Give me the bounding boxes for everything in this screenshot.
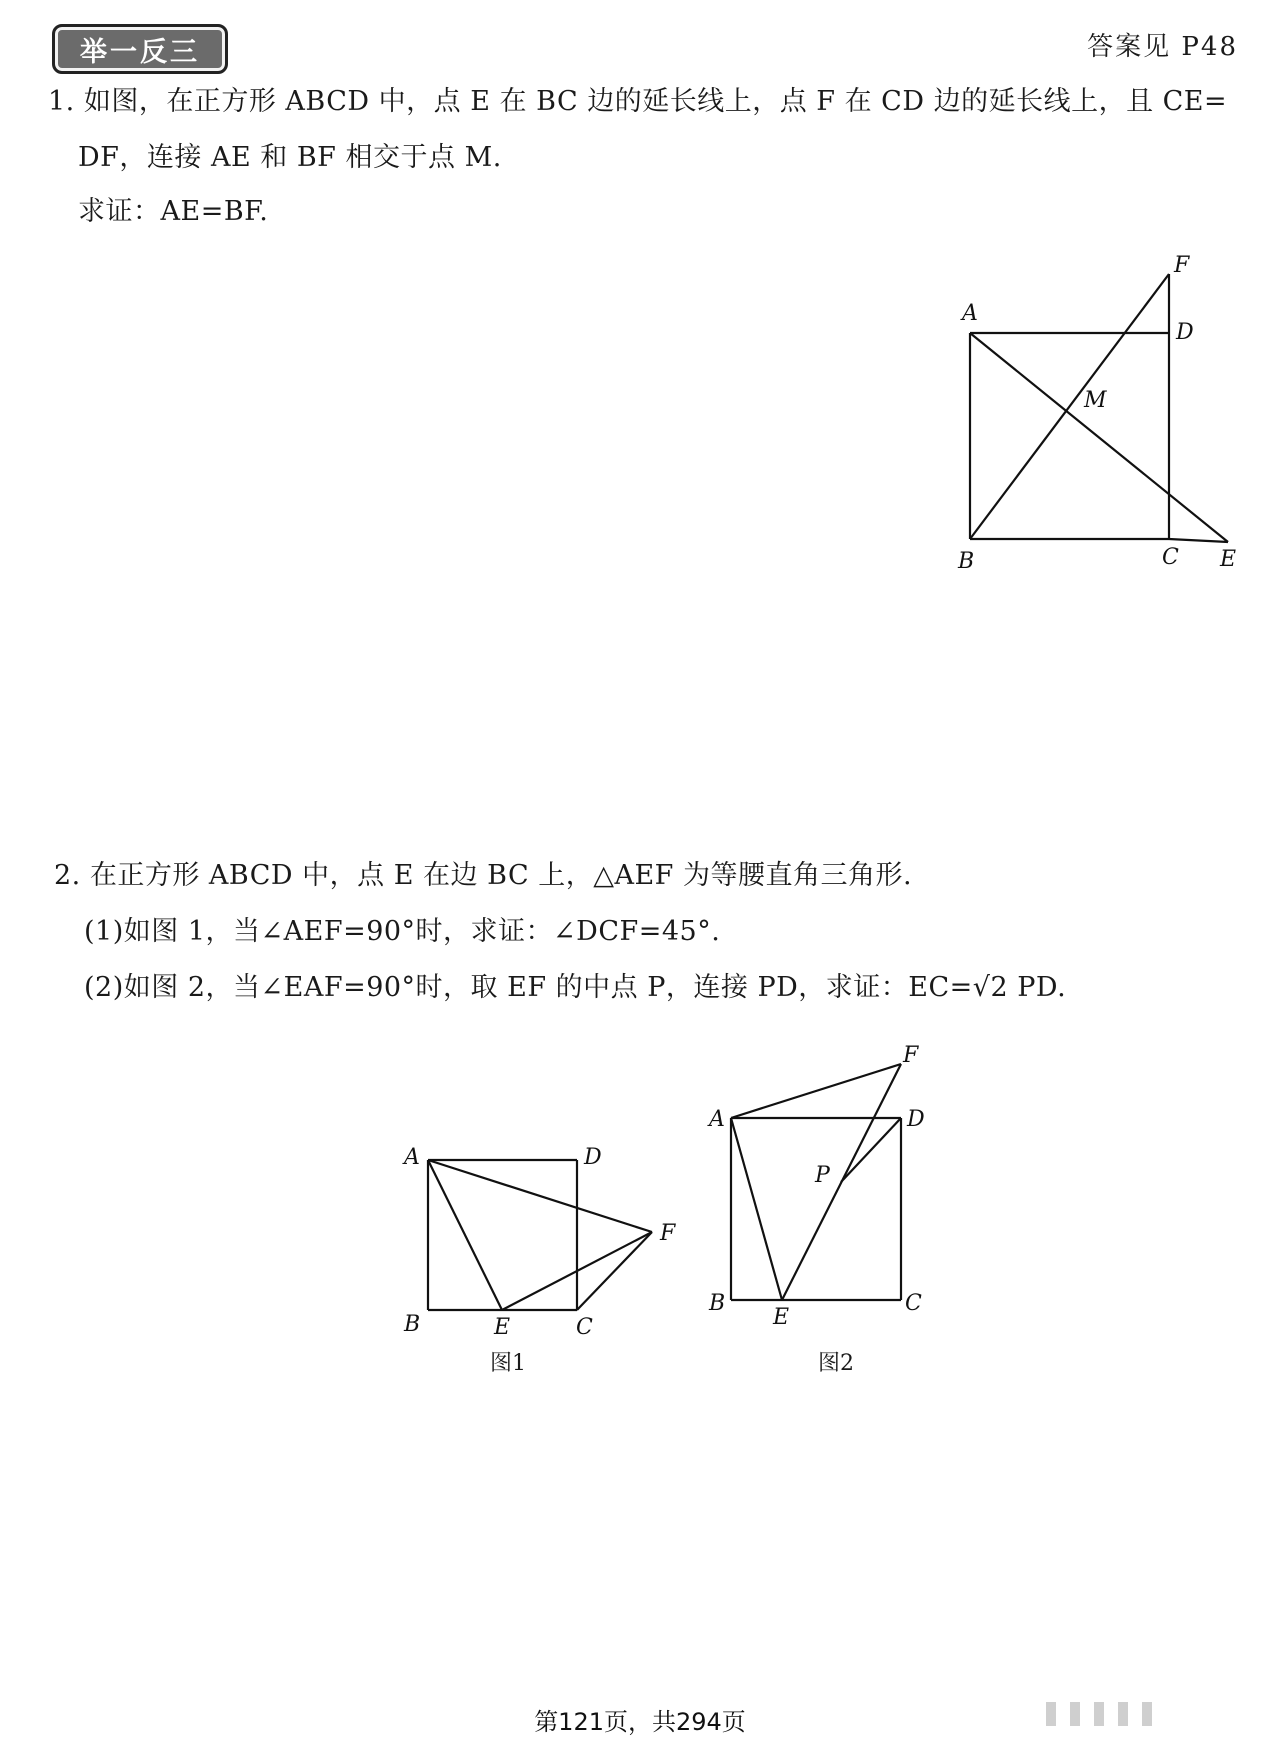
fig2-line-ae — [731, 1118, 782, 1300]
q1-label-c: C — [1162, 545, 1179, 570]
fig1-line-ae — [428, 1160, 502, 1310]
fig2-line-pd — [841, 1118, 901, 1182]
q2-figure-1 — [390, 1130, 700, 1380]
q2-part-1: (1)如图 1，当∠AEF=90°时，求证：∠DCF=45°. — [84, 916, 721, 947]
fig1-label-c: C — [576, 1315, 593, 1340]
fig1-caption: 图1 — [490, 1351, 526, 1376]
scan-marks — [1046, 1702, 1152, 1726]
fig2-label-b: B — [709, 1291, 726, 1316]
page-number: 第121页，共294页 — [534, 1708, 746, 1736]
q1-line-ae — [970, 333, 1228, 542]
q1-edge-ce — [1169, 539, 1228, 542]
fig2-label-f: F — [903, 1043, 919, 1068]
fig1-label-f: F — [660, 1221, 676, 1246]
q1-label-a: A — [962, 301, 978, 326]
q2-figure-2 — [705, 1040, 955, 1335]
q1-line-1: 1. 如图，在正方形 ABCD 中，点 E 在 BC 边的延长线上，点 F 在 CD 边的延长线上，且 CE= — [48, 86, 1228, 117]
fig2-label-c: C — [905, 1291, 922, 1316]
scan-mark — [1094, 1702, 1104, 1726]
scan-mark — [1142, 1702, 1152, 1726]
fig1-label-e: E — [494, 1315, 511, 1340]
scan-mark — [1046, 1702, 1056, 1726]
q1-line-3: 求证：AE=BF. — [78, 196, 269, 227]
answer-reference: 答案见 P48 — [1087, 32, 1238, 62]
fig2-label-e: E — [773, 1305, 790, 1330]
fig1-line-af — [428, 1160, 652, 1232]
q1-label-e: E — [1220, 547, 1237, 572]
q1-label-d: D — [1176, 320, 1194, 345]
fig1-line-cf — [577, 1232, 652, 1310]
q1-line-bf — [970, 274, 1169, 539]
section-badge: 举一反三 — [52, 24, 228, 74]
q1-label-b: B — [958, 549, 975, 574]
fig2-label-d: D — [907, 1107, 925, 1132]
q1-label-f: F — [1174, 253, 1190, 278]
fig1-label-a: A — [404, 1145, 420, 1170]
fig2-label-a: A — [709, 1107, 725, 1132]
q2-line-1: 2. 在正方形 ABCD 中，点 E 在边 BC 上，△AEF 为等腰直角三角形. — [54, 860, 913, 891]
fig2-label-p: P — [815, 1163, 830, 1188]
fig1-label-b: B — [404, 1312, 421, 1337]
fig2-caption: 图2 — [818, 1351, 854, 1376]
q2-part-2: (2)如图 2，当∠EAF=90°时，取 EF 的中点 P，连接 PD，求证：EC=√2 PD. — [84, 972, 1067, 1003]
scan-mark — [1118, 1702, 1128, 1726]
fig1-label-d: D — [584, 1145, 602, 1170]
q1-label-m: M — [1084, 388, 1107, 413]
fig2-line-af — [731, 1064, 901, 1118]
q1-line-2: DF，连接 AE 和 BF 相交于点 M. — [78, 142, 502, 173]
q1-figure — [940, 250, 1260, 590]
scan-mark — [1070, 1702, 1080, 1726]
